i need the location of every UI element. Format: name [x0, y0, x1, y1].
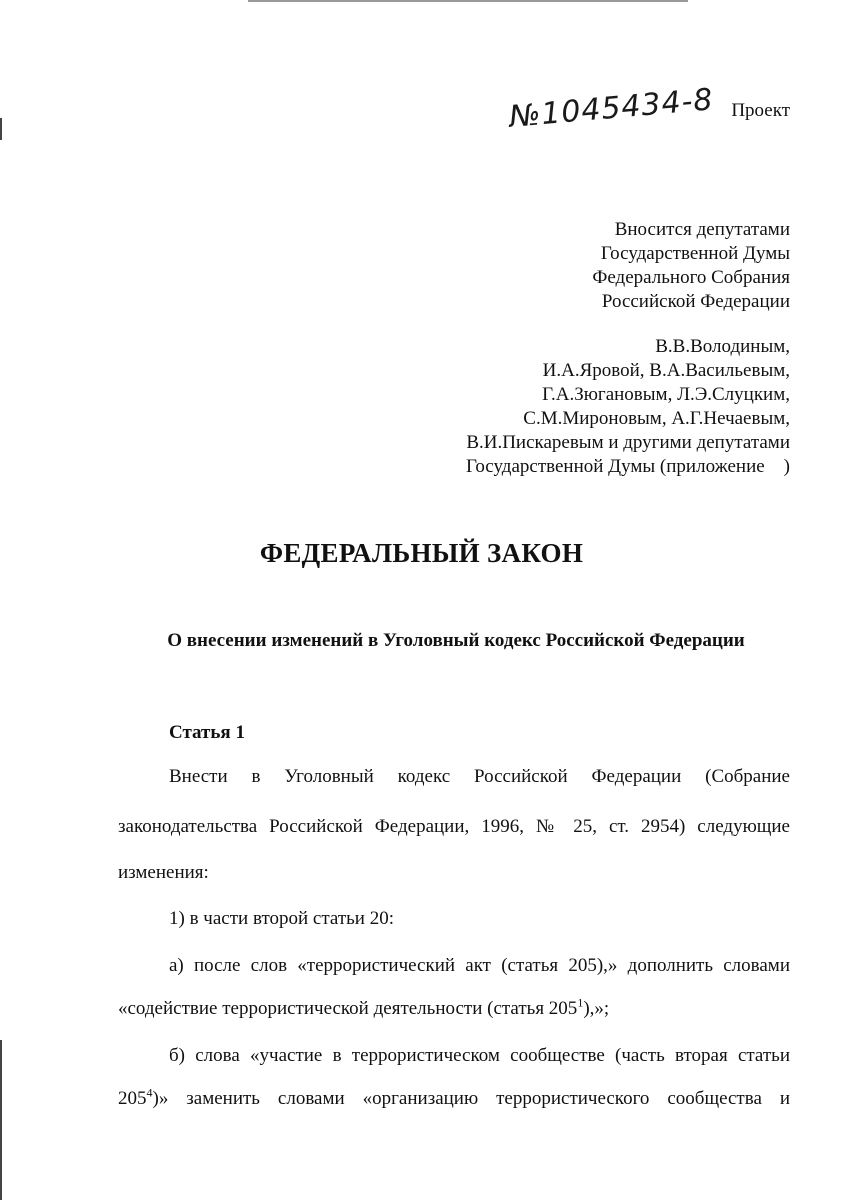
law-subtitle: О внесении изменений в Уголовный кодекс Российской Федерации — [167, 630, 745, 651]
deputies-line: Государственной Думы (приложение ) — [466, 456, 790, 477]
text-fragment: )» заменить словами «организацию террористического сообщества и — [152, 1088, 790, 1109]
article-heading: Статья 1 — [169, 722, 245, 743]
submitted-by-block — [592, 218, 790, 314]
list-item-line: б) слова «участие в террористическом сообществе (часть вторая статьи — [169, 1045, 790, 1066]
deputies-line: С.М.Мироновым, А.Г.Нечаевым, — [523, 408, 790, 429]
deputies-line: В.И.Пискаревым и другими депутатами — [466, 432, 790, 453]
deputies-block — [466, 335, 790, 479]
text-fragment: 205 — [118, 1088, 147, 1109]
body-paragraph-line: Внести в Уголовный кодекс Российской Федерации (Собрание — [169, 766, 790, 787]
list-item-line: а) после слов «террористический акт (статья 205),» дополнить словами — [169, 955, 790, 976]
list-item-line — [118, 995, 610, 1020]
text-fragment: ),»; — [583, 998, 610, 1019]
text-fragment: «содействие террористической деятельности (статья 205 — [118, 998, 578, 1019]
superscript: 1 — [577, 995, 584, 1010]
handwritten-registration-number: №1045434-8 — [507, 82, 715, 135]
submitted-by-line: Федерального Собрания — [592, 267, 790, 288]
list-item-line — [118, 1085, 790, 1110]
body-paragraph-line: изменения: — [118, 862, 209, 883]
law-title: ФЕДЕРАЛЬНЫЙ ЗАКОН — [259, 538, 584, 568]
superscript: 4 — [146, 1085, 153, 1100]
body-paragraph-line: законодательства Российской Федерации, 1996, № 25, ст. 2954) следующие — [118, 816, 790, 837]
deputies-line: В.В.Володиным, — [655, 336, 790, 357]
scan-margin-mark — [0, 1040, 2, 1200]
scan-edge-line — [248, 0, 688, 2]
deputies-line: И.А.Яровой, В.А.Васильевым, — [542, 360, 790, 381]
scan-margin-mark — [0, 118, 2, 140]
project-label: Проект — [731, 100, 790, 121]
submitted-by-line: Государственной Думы — [600, 243, 790, 264]
deputies-line: Г.А.Зюгановым, Л.Э.Слуцким, — [542, 384, 790, 405]
submitted-by-line: Российской Федерации — [601, 291, 790, 312]
submitted-by-line: Вносится депутатами — [614, 219, 790, 240]
text-fragment — [118, 1085, 153, 1110]
list-item-line: 1) в части второй статьи 20: — [169, 908, 394, 929]
